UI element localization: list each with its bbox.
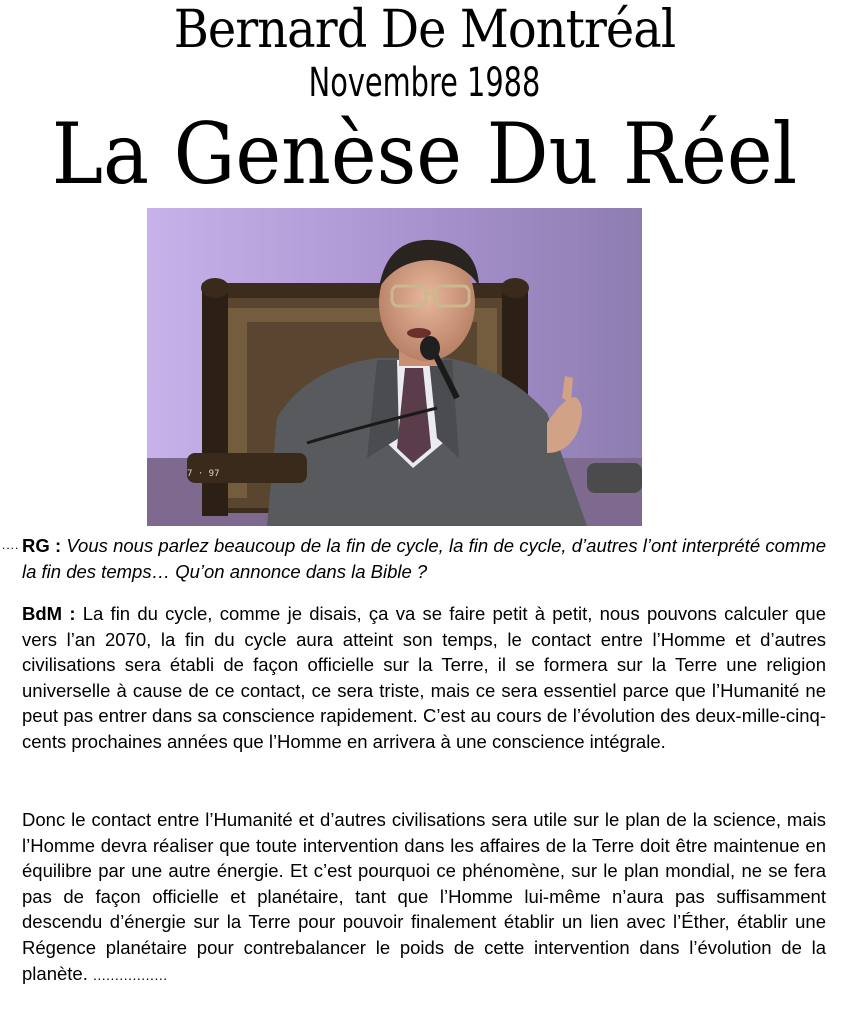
- svg-text:7 · 97: 7 · 97: [187, 469, 220, 479]
- answer-paragraph-1: [22, 601, 826, 755]
- question-speaker: RG :: [22, 535, 67, 556]
- question-paragraph: [2, 533, 826, 584]
- answer-text-2: Donc le contact entre l’Humanité et d’autres civilisations sera utile sur le plan de la science, mais l’Homme devra réaliser que toute intervention dans les affaires de la Terre doit être maintenue en équilibre par une autre énergie. Et c’est pourquoi ce phénomène, sur le plan mondial, ne se fera pas de façon officielle et planétaire, tant que l’Homme lui-même n’aura pas suffisamment descendu d’énergie sur la Terre pour pouvoir finalement établir un lien avec l’Éther, établir une Régence planétaire pour contrebalancer le poids de cette intervention dans l’évolution de la planète.: [22, 809, 826, 984]
- answer-paragraph-2: [22, 807, 826, 988]
- trailing-dots: .................: [92, 966, 168, 983]
- question-text: Vous nous parlez beaucoup de la fin de cycle, la fin de cycle, d’autres l’ont interprété comme la fin des temps… Qu’on annonce dans la Bible ?: [22, 535, 826, 582]
- leading-dots: ....: [2, 538, 20, 552]
- answer-speaker: BdM :: [22, 603, 83, 624]
- speaker-photo: [147, 208, 642, 526]
- document-subtitle: La Genèse Du Réel: [51, 105, 798, 203]
- answer-text-1: La fin du cycle, comme je disais, ça va se faire petit à petit, nous pouvons calculer que vers l’an 2070, la fin du cycle aura atteint son temps, le contact entre l’Homme et d’autres civilisations sera établi de façon officielle sur la Terre, il se formera sur la Terre une religion universelle à cause de ce contact, ce sera triste, mais ce sera essentiel parce que l’Humanité ne peut pas entrer dans sa conscience rapidement. C’est au cours de l’évolution des deux-mille-cinq-cents prochaines années que l’Homme en arrivera à une conscience intégrale.: [22, 603, 826, 752]
- page-title: Bernard De Montréal: [173, 0, 676, 60]
- date-heading: Novembre 1988: [308, 60, 541, 106]
